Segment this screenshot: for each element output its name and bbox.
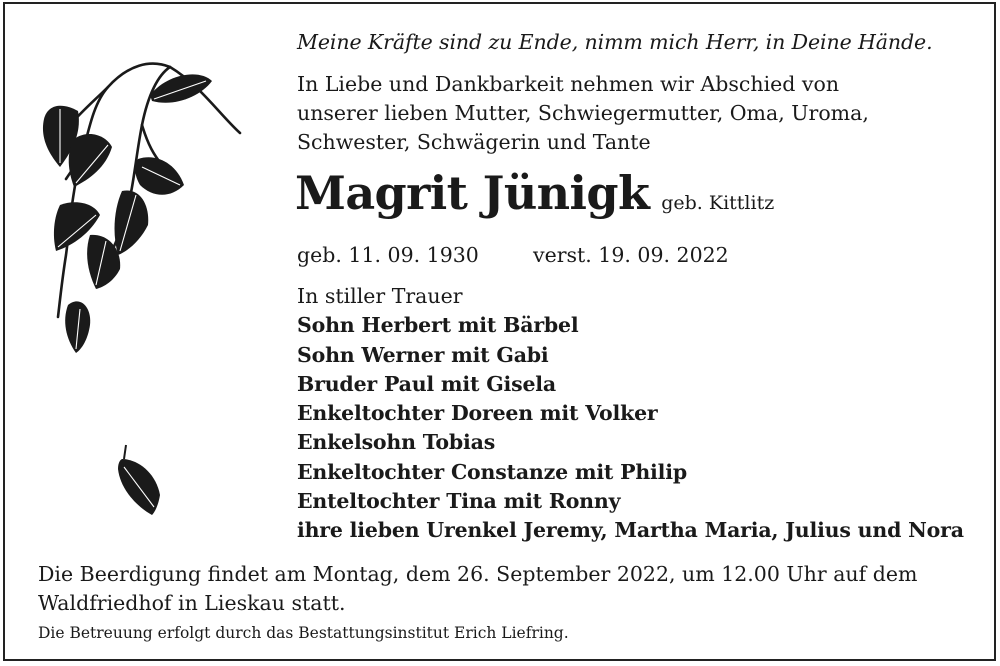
undertaker-note: Die Betreuung erfolgt durch das Bestattungsinstitut Erich Liefring. bbox=[38, 624, 569, 642]
life-dates bbox=[297, 243, 729, 267]
funeral-line: Waldfriedhof in Lieskau statt. bbox=[38, 591, 346, 615]
funeral-line: Die Beerdigung findet am Montag, dem 26. September 2022, um 12.00 Uhr auf dem bbox=[38, 562, 918, 586]
deceased-name-block bbox=[295, 166, 774, 220]
birch-branch-icon bbox=[30, 55, 250, 525]
motto-line: Meine Kräfte sind zu Ende, nimm mich Herr, in Deine Hände. bbox=[297, 30, 933, 54]
deceased-name: Magrit Jünigk bbox=[295, 166, 650, 220]
death-date: verst. 19. 09. 2022 bbox=[533, 243, 729, 267]
mourner-line: ihre lieben Urenkel Jeremy, Martha Maria, Julius und Nora bbox=[297, 518, 964, 543]
mourner-line: Sohn Herbert mit Bärbel bbox=[297, 313, 579, 338]
funeral-info bbox=[38, 560, 938, 618]
mourner-line: Sohn Werner mit Gabi bbox=[297, 342, 549, 367]
intro-line: Schwester, Schwägerin und Tante bbox=[297, 130, 651, 154]
intro-line: unserer lieben Mutter, Schwiegermutter, Oma, Uroma, bbox=[297, 101, 869, 125]
mourner-line: Enkelsohn Tobias bbox=[297, 430, 496, 455]
maiden-name: geb. Kittlitz bbox=[661, 192, 775, 214]
mourners-list bbox=[297, 282, 964, 546]
mourning-heading: In stiller Trauer bbox=[297, 284, 463, 308]
intro-text bbox=[297, 70, 869, 157]
mourner-line: Enkeltochter Doreen mit Volker bbox=[297, 401, 658, 426]
mourner-line: Enteltochter Tina mit Ronny bbox=[297, 489, 621, 514]
mourner-line: Bruder Paul mit Gisela bbox=[297, 371, 556, 396]
mourner-line: Enkeltochter Constanze mit Philip bbox=[297, 459, 687, 484]
intro-line: In Liebe und Dankbarkeit nehmen wir Abschied von bbox=[297, 72, 840, 96]
birth-date: geb. 11. 09. 1930 bbox=[297, 243, 479, 267]
